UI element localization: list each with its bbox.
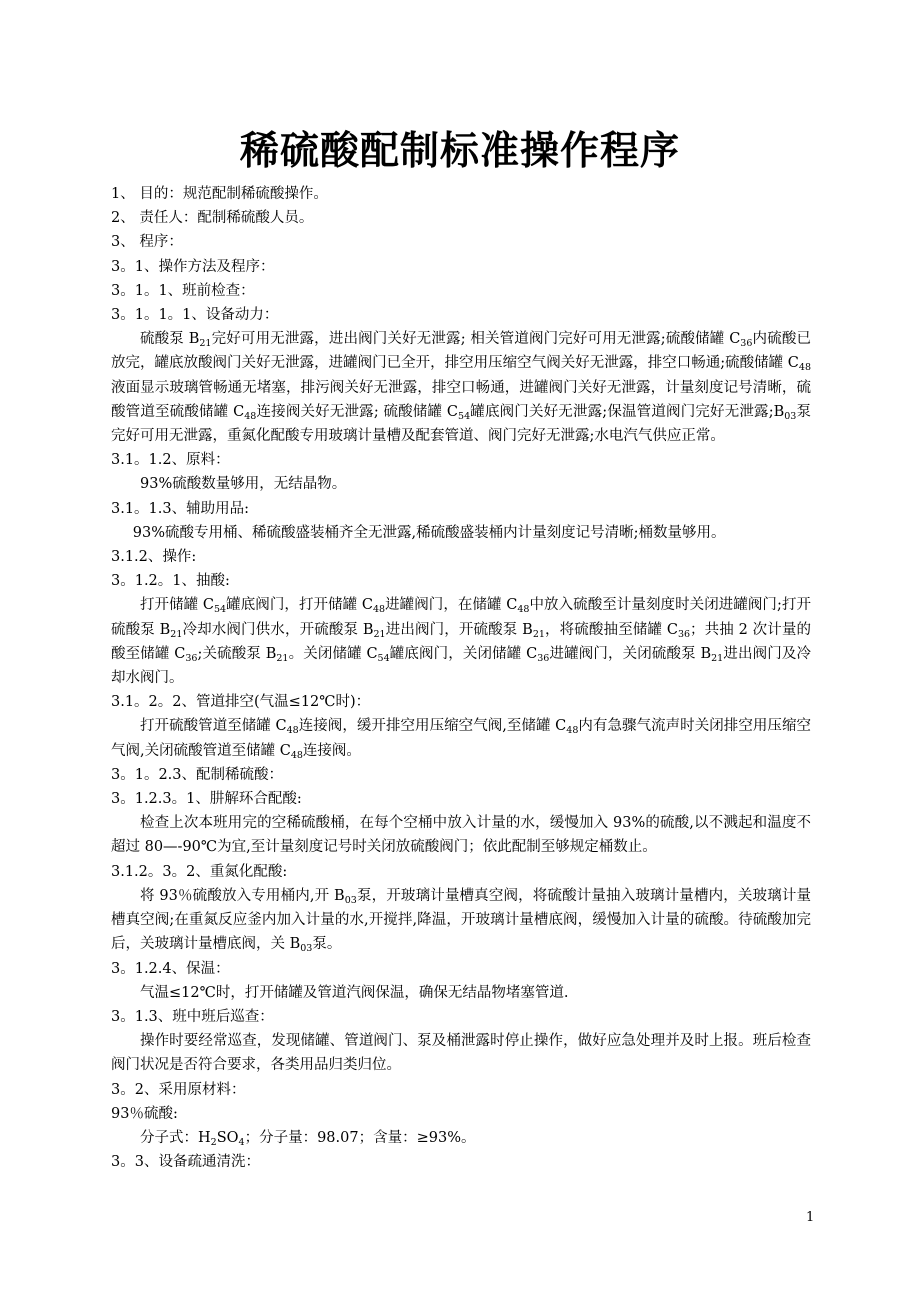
paragraph-hydrazine-acid: 检查上次本班用完的空稀硫酸桶，在每个空桶中放入计量的水，缓慢加入 93%的硫酸,以不溅起和温度不超过 80—-90℃为宜,至计量刻度记号时关闭放硫酸阀门；依此配制至够规定桶数止。 — [111, 815, 811, 856]
document-body — [111, 182, 811, 1174]
heading-3-1-2-3: 3。1。2.3、配制稀硫酸： — [111, 766, 284, 783]
heading-3-2: 3。2、采用原材料： — [111, 1081, 246, 1098]
heading-3-1-1-2: 3.1。1.2、原料： — [111, 452, 230, 469]
paragraph-raw-material: 93%硫酸数量够用，无结晶物。 — [140, 476, 347, 493]
paragraph-pipe-purge: 打开硫酸管道至储罐 $C_{48}$连接阀，缓开排空用压缩空气阀,至储罐 $C_{48}$内有急骤气流声时关闭排空用压缩空气阀,关闭硫酸管道至储罐 $C_{48}$连接阀。 — [111, 718, 811, 761]
paragraph-formula: 分子式：$H_2SO_4$；分子量：98.07；含量：≥93%。 — [140, 1129, 476, 1148]
section-procedure: 3、 程序： — [111, 234, 183, 251]
heading-3-1: 3。1、操作方法及程序： — [111, 258, 275, 275]
heading-3-3: 3。3、设备疏通清洗： — [111, 1154, 260, 1171]
heading-3-1-1-3: 3.1。1.3、辅助用品: — [111, 500, 250, 517]
heading-3-1-1-1: 3。1。1。1、设备动力： — [111, 307, 279, 324]
paragraph-diazotization-acid: 将 93％硫酸放入专用桶内,开 $B_{03}$泵，开玻璃计量槽真空阀，将硫酸计量抽入玻璃计量槽内，关玻璃计量槽真空阀;在重氮反应釜内加入计量的水,开搅拌,降温，开玻璃计量槽底阀，缓慢加入计量的硫酸。待硫酸加完后，关玻璃计量槽底阀，关 $B_{03}$泵。 — [111, 887, 812, 955]
paragraph-equipment-check: 硫酸泵 $B_{21}$完好可用无泄露，进出阀门关好无泄露; 相关管道阀门完好可用无泄露;硫酸储罐 $C_{36}$内硫酸已放完，罐底放酸阀门关好无泄露，进罐阀门已全开，排空用压缩空气阀关好无泄露，排空口畅通;硫酸储罐 $C_{48}$液面显示玻璃管畅通无堵塞，排污阀关好无泄露，排空口畅通，进罐阀门关好无泄露，计量刻度记号清晰，硫酸管道至硫酸储罐 $C_{48}$连接阀关好无泄露; 硫酸储罐 $C_{54}$罐底阀门关好无泄露;保温管道阀门完好无泄露$;B_{03}$泵完好可用无泄露，重氮化配酸专用玻璃计量槽及配套管道、阀门完好无泄露;水电汽气供应正常。 — [111, 331, 812, 445]
heading-3-1-2-4: 3。1.2.4、保温： — [111, 960, 230, 977]
raw-material-name: 93％硫酸: — [111, 1105, 178, 1122]
heading-3-1-2-2: 3.1。2。2、管道排空(气温≤12℃时)： — [111, 694, 371, 711]
section-purpose: 1、 目的：规范配制稀硫酸操作。 — [111, 186, 328, 202]
paragraph-inspection: 操作时要经常巡查，发现储罐、管道阀门、泵及桶泄露时停止操作，做好应急处理并及时上报。班后检查阀门状况是否符合要求，各类用品归类归位。 — [111, 1033, 811, 1074]
paragraph-insulation: 气温≤12℃时，打开储罐及管道汽阀保温，确保无结晶物堵塞管道. — [140, 984, 569, 1001]
paragraph-auxiliary: 93%硫酸专用桶、稀硫酸盛装桶齐全无泄露,稀硫酸盛装桶内计量刻度记号清晰;桶数量够用。 — [132, 524, 726, 541]
document-title: 稀硫酸配制标准操作程序 — [239, 129, 680, 174]
page-number: 1 — [806, 1210, 815, 1225]
paragraph-pump-acid: 打开储罐 $C_{54}$罐底阀门，打开储罐 $C_{48}$进罐阀门，在储罐 $C_{48}$中放入硫酸至计量刻度时关闭进罐阀门;打开硫酸泵 $B_{21}$冷却水阀门供水，开硫酸泵 $B_{21}$进出阀门，开硫酸泵 $B_{21}$，将硫酸抽至储罐 $C_{36}$；共抽 2 次计量的酸至储罐 $C_{36}$;关硫酸泵 $B_{21}$。关闭储罐 $C_{54}$罐底阀门，关闭储罐 $C_{36}$进罐阀门，关闭硫酸泵 $B_{21}$进出阀门及冷却水阀门。 — [111, 597, 812, 687]
heading-3-1-2: 3.1.2、操作: — [111, 549, 197, 566]
section-responsible: 2、 责任人：配制稀硫酸人员。 — [111, 210, 314, 227]
heading-3-1-2-3-1: 3。1.2.3。1、肼解环合配酸: — [111, 791, 302, 808]
heading-3-1-1: 3。1。1、班前检查： — [111, 282, 255, 299]
heading-3-1-3: 3。1.3、班中班后巡查： — [111, 1008, 274, 1025]
heading-3-1-2-3-2: 3.1.2。3。2、重氮化配酸: — [111, 863, 288, 880]
heading-3-1-2-1: 3。1.2。1、抽酸: — [111, 573, 230, 590]
